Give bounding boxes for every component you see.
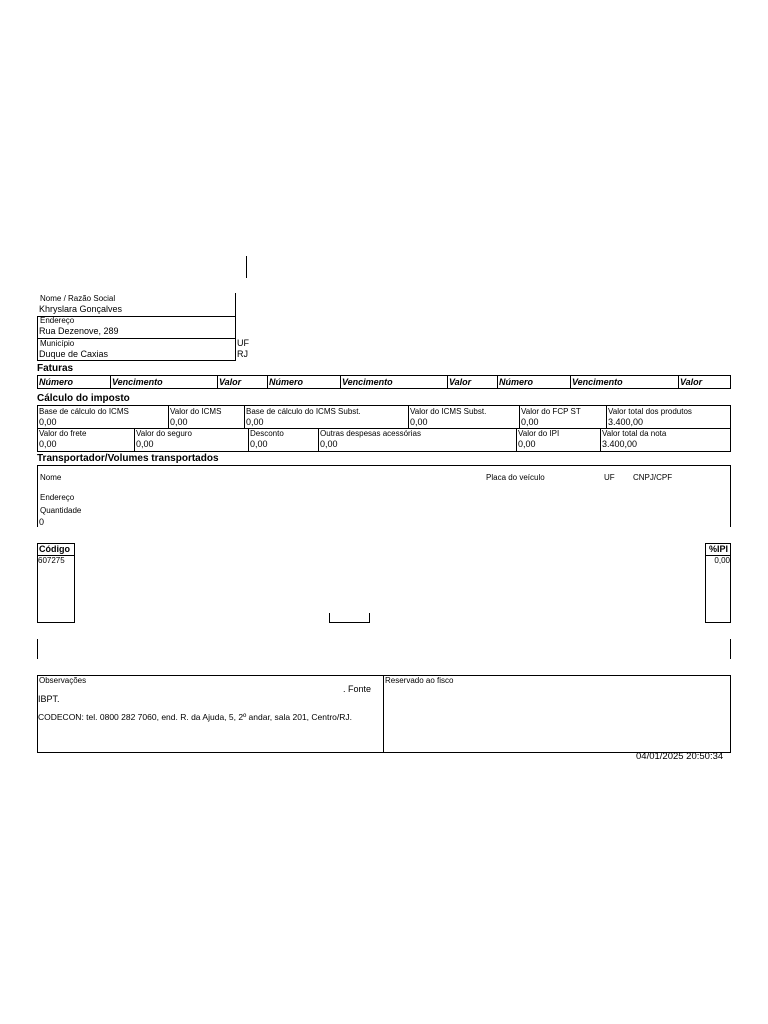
faturas-col-divider bbox=[497, 376, 498, 388]
valor-total-produtos-value: 3.400,00 bbox=[608, 417, 644, 427]
outras-despesas-value: 0,00 bbox=[320, 439, 338, 449]
calculo-row2-divider bbox=[318, 428, 319, 451]
calculo-title: Cálculo do imposto bbox=[37, 393, 130, 404]
observacoes-codecon: CODECON: tel. 0800 282 7060, end. R. da Ajuda, 5, 2º andar, sala 201, Centro/RJ. bbox=[38, 712, 353, 722]
fisco-box bbox=[383, 675, 731, 753]
quantidade-label: Quantidade bbox=[40, 506, 82, 515]
calculo-row1-divider bbox=[408, 406, 409, 428]
valor-total-nota-label: Valor total da nota bbox=[602, 429, 667, 438]
valor-fcp-st-value: 0,00 bbox=[521, 417, 539, 427]
base-icms-subst-label: Base de cálculo do ICMS Subst. bbox=[246, 407, 361, 416]
observacoes-fonte: . Fonte bbox=[343, 684, 372, 694]
outras-despesas-label: Outras despesas acessórias bbox=[320, 429, 421, 438]
valor-ipi-label: Valor do IPI bbox=[518, 429, 560, 438]
faturas-col-divider bbox=[340, 376, 341, 388]
valor-fcp-st-label: Valor do FCP ST bbox=[521, 407, 581, 416]
destinatario-right-border bbox=[235, 293, 236, 361]
calculo-row2-divider bbox=[248, 428, 249, 451]
ipi-header: %IPI bbox=[709, 544, 729, 554]
transportador-top-border bbox=[37, 465, 731, 466]
faturas-title: Faturas bbox=[37, 363, 74, 374]
observacoes-ibpt: IBPT. bbox=[38, 694, 60, 704]
calculo-row1-divider bbox=[519, 406, 520, 428]
faturas-col-divider bbox=[570, 376, 571, 388]
valor-frete-label: Valor do frete bbox=[39, 429, 87, 438]
top-divider bbox=[246, 256, 247, 278]
desconto-value: 0,00 bbox=[250, 439, 268, 449]
cnpj-cpf-label: CNPJ/CPF bbox=[633, 473, 673, 482]
faturas-header-numero-1: Número bbox=[39, 377, 74, 387]
faturas-col-divider bbox=[447, 376, 448, 388]
faturas-col-divider bbox=[217, 376, 218, 388]
calculo-row2-divider bbox=[516, 428, 517, 451]
uf-label: UF bbox=[237, 338, 249, 348]
valor-seguro-value: 0,00 bbox=[136, 439, 154, 449]
valor-total-produtos-label: Valor total dos produtos bbox=[608, 407, 692, 416]
transp-uf-label: UF bbox=[604, 473, 615, 482]
valor-total-nota-value: 3.400,00 bbox=[602, 439, 638, 449]
right-side-mark bbox=[730, 639, 731, 659]
base-icms-label: Base de cálculo do ICMS bbox=[39, 407, 129, 416]
observacoes-label: Observações bbox=[39, 676, 87, 685]
endereco-label: Endereço bbox=[40, 316, 75, 325]
valor-icms-label: Valor do ICMS bbox=[170, 407, 222, 416]
faturas-header-numero-2: Número bbox=[269, 377, 304, 387]
calculo-row1-divider bbox=[244, 406, 245, 428]
base-icms-subst-value: 0,00 bbox=[246, 417, 264, 427]
municipio-label: Município bbox=[40, 339, 75, 348]
faturas-header-valor-2: Valor bbox=[449, 377, 472, 387]
valor-icms-subst-label: Valor do ICMS Subst. bbox=[410, 407, 487, 416]
valor-seguro-label: Valor do seguro bbox=[136, 429, 192, 438]
observacoes-box bbox=[37, 675, 384, 753]
print-timestamp: 04/01/2025 20:50:34 bbox=[636, 751, 724, 762]
calculo-row1-divider bbox=[606, 406, 607, 428]
nome-value: Khryslara Gonçalves bbox=[39, 304, 123, 314]
bracket-bottom bbox=[329, 622, 370, 623]
faturas-col-divider bbox=[110, 376, 111, 388]
valor-frete-value: 0,00 bbox=[39, 439, 57, 449]
calculo-row2-divider bbox=[600, 428, 601, 451]
endereco-value: Rua Dezenove, 289 bbox=[39, 326, 119, 336]
transp-endereco-label: Endereço bbox=[40, 493, 75, 502]
faturas-col-divider bbox=[678, 376, 679, 388]
municipio-value: Duque de Caxias bbox=[39, 349, 109, 359]
left-side-mark bbox=[37, 639, 38, 659]
nome-label: Nome / Razão Social bbox=[40, 294, 116, 303]
faturas-header-vencimento-2: Vencimento bbox=[342, 377, 393, 387]
faturas-col-divider bbox=[267, 376, 268, 388]
ipi-value: 0,00 bbox=[714, 556, 730, 565]
ipi-column bbox=[705, 543, 731, 623]
desconto-label: Desconto bbox=[250, 429, 284, 438]
calculo-table bbox=[37, 405, 731, 452]
uf-value: RJ bbox=[237, 349, 248, 359]
codigo-value: 607275 bbox=[38, 556, 65, 565]
valor-icms-subst-value: 0,00 bbox=[410, 417, 428, 427]
faturas-header-valor-3: Valor bbox=[680, 377, 703, 387]
faturas-header-valor-1: Valor bbox=[219, 377, 242, 387]
faturas-header-vencimento-1: Vencimento bbox=[112, 377, 163, 387]
quantidade-value: 0 bbox=[39, 517, 45, 527]
transportador-right-border bbox=[730, 465, 731, 527]
destinatario-bottom-border bbox=[37, 360, 236, 361]
faturas-table bbox=[37, 375, 731, 389]
fisco-label: Reservado ao fisco bbox=[385, 676, 454, 685]
faturas-header-vencimento-3: Vencimento bbox=[572, 377, 623, 387]
faturas-header-numero-3: Número bbox=[499, 377, 534, 387]
calculo-row1-divider bbox=[168, 406, 169, 428]
valor-ipi-value: 0,00 bbox=[518, 439, 536, 449]
base-icms-value: 0,00 bbox=[39, 417, 57, 427]
transportador-title: Transportador/Volumes transportados bbox=[37, 453, 219, 464]
codigo-column bbox=[37, 543, 75, 623]
transportador-left-border bbox=[37, 465, 38, 527]
placa-veiculo-label: Placa do veículo bbox=[486, 473, 545, 482]
calculo-row2-divider bbox=[134, 428, 135, 451]
transp-nome-label: Nome bbox=[40, 473, 62, 482]
codigo-header: Código bbox=[39, 544, 70, 554]
valor-icms-value: 0,00 bbox=[170, 417, 188, 427]
